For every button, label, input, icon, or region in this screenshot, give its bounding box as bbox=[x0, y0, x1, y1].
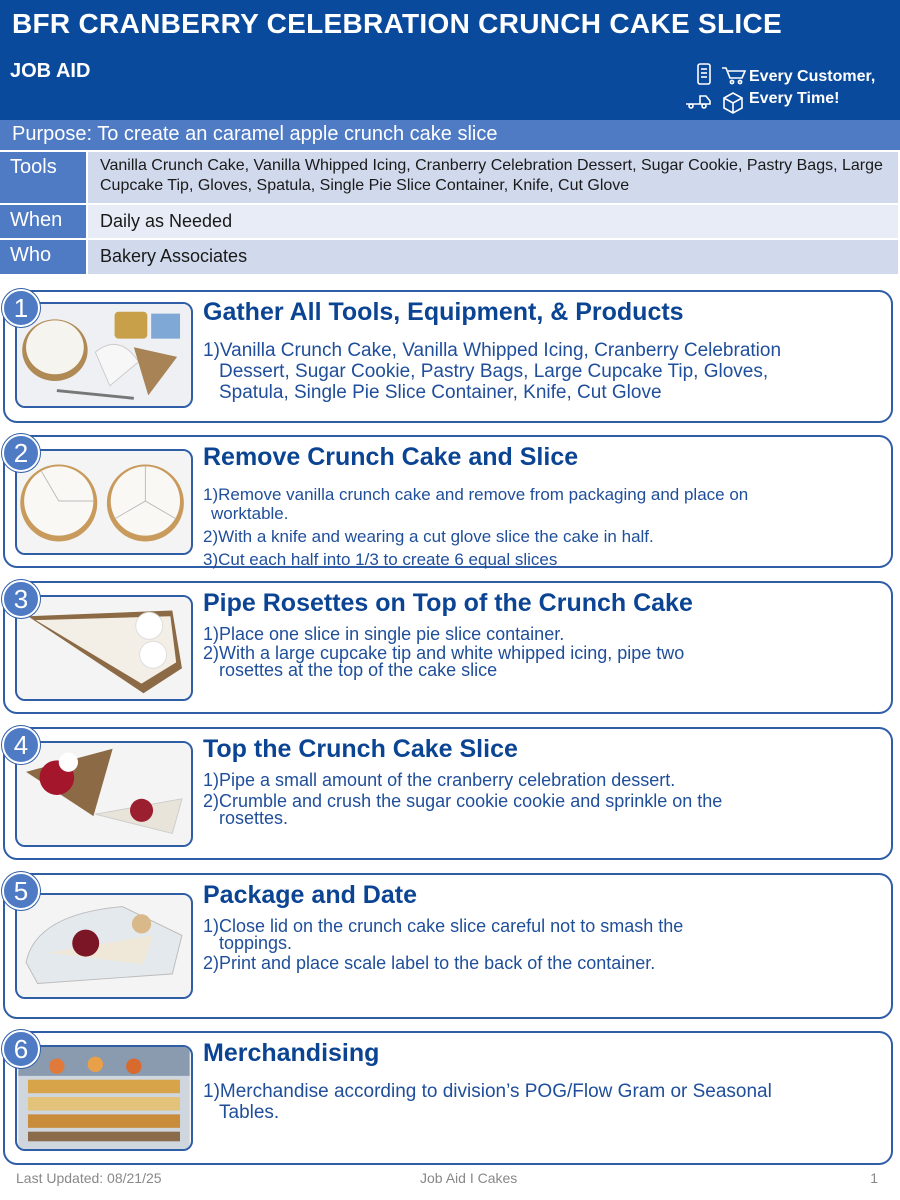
phone-icon bbox=[698, 64, 710, 84]
step-2-line-1: 1)Remove vanilla crunch cake and remove from packaging and place on bbox=[203, 485, 749, 504]
step-6-photo bbox=[15, 1045, 193, 1151]
step-5-photo bbox=[15, 893, 193, 999]
step-6-line-1: 1)Merchandise according to division’s POG/Flow Gram or Seasonal bbox=[203, 1081, 772, 1102]
step-number-2: 2 bbox=[2, 434, 40, 472]
who-label: Who bbox=[0, 240, 86, 274]
step-2-instructions bbox=[203, 485, 877, 569]
rosette-slice-image bbox=[17, 597, 191, 699]
page-number: 1 bbox=[870, 1170, 878, 1186]
step-1-line-2: Dessert, Sugar Cookie, Pastry Bags, Large Cupcake Tip, Gloves, bbox=[219, 361, 769, 382]
step-3-photo bbox=[15, 595, 193, 701]
who-row bbox=[0, 240, 900, 274]
step-5-line-1: 1)Close lid on the crunch cake slice careful not to smash the bbox=[203, 916, 684, 936]
tools-row bbox=[0, 152, 900, 203]
last-updated: Last Updated: 08/21/25 bbox=[16, 1170, 162, 1186]
service-icons bbox=[682, 62, 748, 116]
step-4-line-3: rosettes. bbox=[219, 808, 289, 828]
step-1-instructions bbox=[203, 340, 877, 403]
page-subtitle: JOB AID bbox=[10, 60, 91, 82]
step-number-4: 4 bbox=[2, 726, 40, 764]
step-4-photo bbox=[15, 741, 193, 847]
cart-icon bbox=[722, 68, 745, 78]
tagline bbox=[749, 66, 894, 110]
step-1-line-1: 1)Vanilla Crunch Cake, Vanilla Whipped Icing, Cranberry Celebration bbox=[203, 340, 782, 361]
step-5-title: Package and Date bbox=[203, 881, 417, 909]
when-row bbox=[0, 205, 900, 238]
step-2-photo bbox=[15, 449, 193, 555]
step-2-line-2: worktable. bbox=[211, 504, 289, 523]
step-6-instructions bbox=[203, 1081, 877, 1123]
header-banner bbox=[0, 0, 900, 120]
step-5-line-2: toppings. bbox=[219, 933, 293, 953]
step-3-card bbox=[3, 581, 893, 714]
step-1-line-3: Spatula, Single Pie Slice Container, Knife, Cut Glove bbox=[219, 382, 662, 403]
step-2-title: Remove Crunch Cake and Slice bbox=[203, 443, 579, 471]
truck-icon bbox=[686, 96, 710, 104]
sliced-cake-image bbox=[17, 451, 191, 553]
tagline-line-1: Every Customer, bbox=[749, 68, 876, 85]
step-3-line-1: 1)Place one slice in single pie slice container. bbox=[203, 624, 565, 644]
step-2-line-4: 3)Cut each half into 1/3 to create 6 equal slices bbox=[203, 550, 558, 569]
step-6-card bbox=[3, 1031, 893, 1165]
packaged-slice-image bbox=[17, 895, 191, 997]
footer-section: Job Aid I Cakes bbox=[420, 1170, 518, 1186]
step-1-title: Gather All Tools, Equipment, & Products bbox=[203, 298, 684, 326]
page-footer bbox=[0, 1170, 900, 1190]
tools-value: Vanilla Crunch Cake, Vanilla Whipped Icing, Cranberry Celebration Dessert, Sugar Cookie, Pastry Bags, Large Cupcake Tip, Gloves, Spatula, Single Pie Slice Container, Knife, Cut Glove bbox=[88, 152, 898, 203]
tagline-line-2: Every Time! bbox=[749, 90, 840, 107]
service-icons-graphic bbox=[682, 62, 748, 116]
when-value: Daily as Needed bbox=[88, 205, 898, 238]
page-title: BFR CRANBERRY CELEBRATION CRUNCH CAKE SLICE bbox=[12, 8, 782, 39]
step-number-5: 5 bbox=[2, 872, 40, 910]
step-number-1: 1 bbox=[2, 289, 40, 327]
merchandising-display-image bbox=[17, 1047, 191, 1149]
purpose-bar: Purpose: To create an caramel apple crunch cake slice bbox=[0, 120, 900, 150]
step-6-title: Merchandising bbox=[203, 1039, 380, 1067]
tools-label: Tools bbox=[0, 152, 86, 203]
topped-slice-image bbox=[17, 743, 191, 845]
step-5-card bbox=[3, 873, 893, 1019]
step-5-instructions bbox=[203, 917, 877, 973]
step-3-line-2: 2)With a large cupcake tip and white whipped icing, pipe two bbox=[203, 643, 685, 663]
step-4-instructions bbox=[203, 771, 877, 826]
step-4-line-1: 1)Pipe a small amount of the cranberry celebration dessert. bbox=[203, 770, 676, 790]
step-4-card bbox=[3, 727, 893, 860]
step-4-title: Top the Crunch Cake Slice bbox=[203, 735, 518, 763]
step-4-line-2: 2)Crumble and crush the sugar cookie cookie and sprinkle on the bbox=[203, 791, 723, 811]
step-2-card bbox=[3, 435, 893, 568]
step-3-line-3: rosettes at the top of the cake slice bbox=[219, 660, 498, 680]
step-3-instructions bbox=[203, 624, 877, 680]
step-5-line-3: 2)Print and place scale label to the back of the container. bbox=[203, 953, 656, 973]
step-number-6: 6 bbox=[2, 1030, 40, 1068]
tools-products-image bbox=[17, 304, 191, 406]
step-number-3: 3 bbox=[2, 580, 40, 618]
step-1-photo bbox=[15, 302, 193, 408]
step-2-line-3: 2)With a knife and wearing a cut glove slice the cake in half. bbox=[203, 527, 654, 546]
box-icon bbox=[724, 93, 742, 113]
step-6-line-2: Tables. bbox=[219, 1102, 280, 1123]
when-label: When bbox=[0, 205, 86, 238]
step-3-title: Pipe Rosettes on Top of the Crunch Cake bbox=[203, 589, 693, 617]
who-value: Bakery Associates bbox=[88, 240, 898, 274]
step-1-card bbox=[3, 290, 893, 423]
